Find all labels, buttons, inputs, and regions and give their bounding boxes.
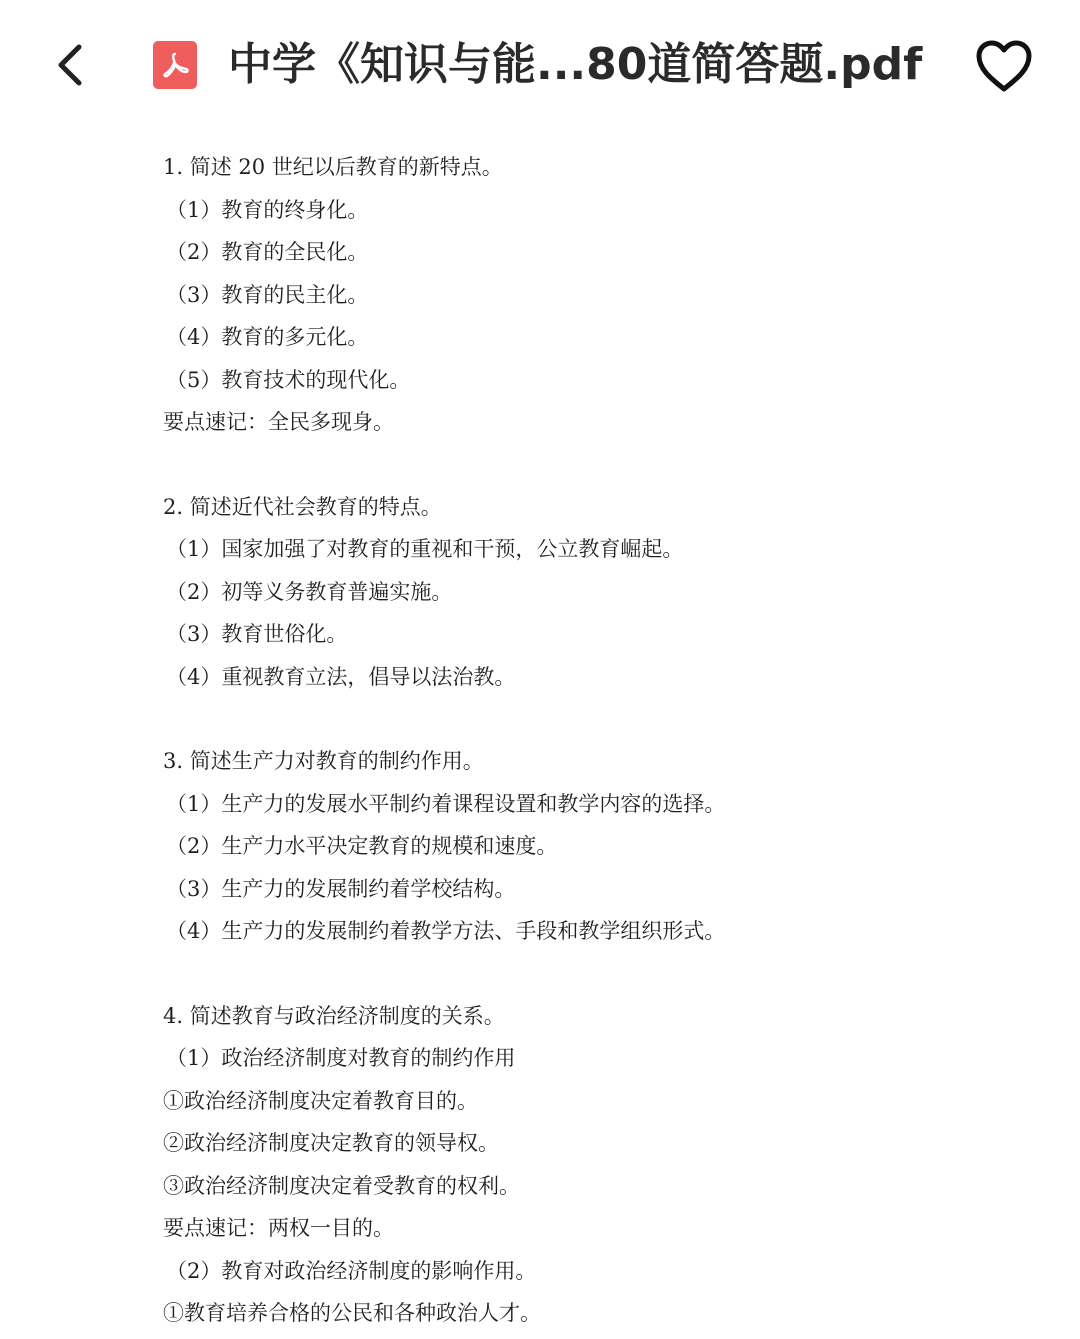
pdf-page-content[interactable] [163, 146, 1023, 1335]
section-2 [163, 486, 1023, 699]
chevron-left-icon [53, 42, 87, 88]
back-button[interactable] [40, 30, 100, 100]
list-item: （4）生产力的发展制约着教学方法、手段和教学组织形式。 [166, 919, 726, 943]
heart-icon [973, 38, 1035, 94]
list-item: （3）教育世俗化。 [166, 622, 348, 646]
app-header [0, 0, 1080, 130]
sub-item: ③政治经济制度决定着受教育的权利。 [163, 1173, 520, 1198]
sub-item: ②政治经济制度决定教育的领导权。 [163, 1131, 499, 1155]
section-spacer [163, 444, 1023, 486]
sub-item: ①教育培养合格的公民和各种政治人才。 [163, 1301, 541, 1325]
list-item: （2）教育对政治经济制度的影响作用。 [166, 1258, 537, 1283]
section-4 [163, 995, 1023, 1335]
list-item: （2）初等义务教育普遍实施。 [166, 579, 453, 604]
section-title: 1. 简述 20 世纪以后教育的新特点。 [163, 155, 503, 179]
list-item: （2）教育的全民化。 [166, 240, 369, 264]
list-item: （3）生产力的发展制约着学校结构。 [166, 876, 516, 901]
list-item: （1）教育的终身化。 [166, 197, 369, 222]
section-title: 3. 简述生产力对教育的制约作用。 [163, 749, 484, 773]
list-item: （1）生产力的发展水平制约着课程设置和教学内容的选择。 [166, 791, 726, 816]
list-item: （3）教育的民主化。 [166, 282, 369, 307]
favorite-button[interactable] [968, 30, 1040, 102]
pdf-file-icon [153, 41, 197, 89]
section-spacer [163, 698, 1023, 740]
section-title: 2. 简述近代社会教育的特点。 [163, 494, 442, 519]
section-title: 4. 简述教育与政治经济制度的关系。 [163, 1003, 505, 1028]
sub-item: ①政治经济制度决定着教育目的。 [163, 1088, 478, 1113]
list-item: （4）教育的多元化。 [166, 325, 369, 349]
list-item: （1）国家加强了对教育的重视和干预，公立教育崛起。 [166, 537, 684, 561]
list-item: （1）政治经济制度对教育的制约作用 [166, 1046, 516, 1070]
list-item: （5）教育技术的现代化。 [166, 367, 411, 392]
document-title: 中学《知识与能...80道简答题.pdf [228, 39, 923, 90]
memo-line: 要点速记：两权一目的。 [163, 1216, 394, 1240]
section-1 [163, 146, 1023, 444]
section-spacer [163, 953, 1023, 995]
list-item: （4）重视教育立法，倡导以法治教。 [166, 664, 516, 689]
memo-line: 要点速记：全民多现身。 [163, 410, 394, 434]
section-3 [163, 740, 1023, 953]
list-item: （2）生产力水平决定教育的规模和速度。 [166, 834, 558, 858]
